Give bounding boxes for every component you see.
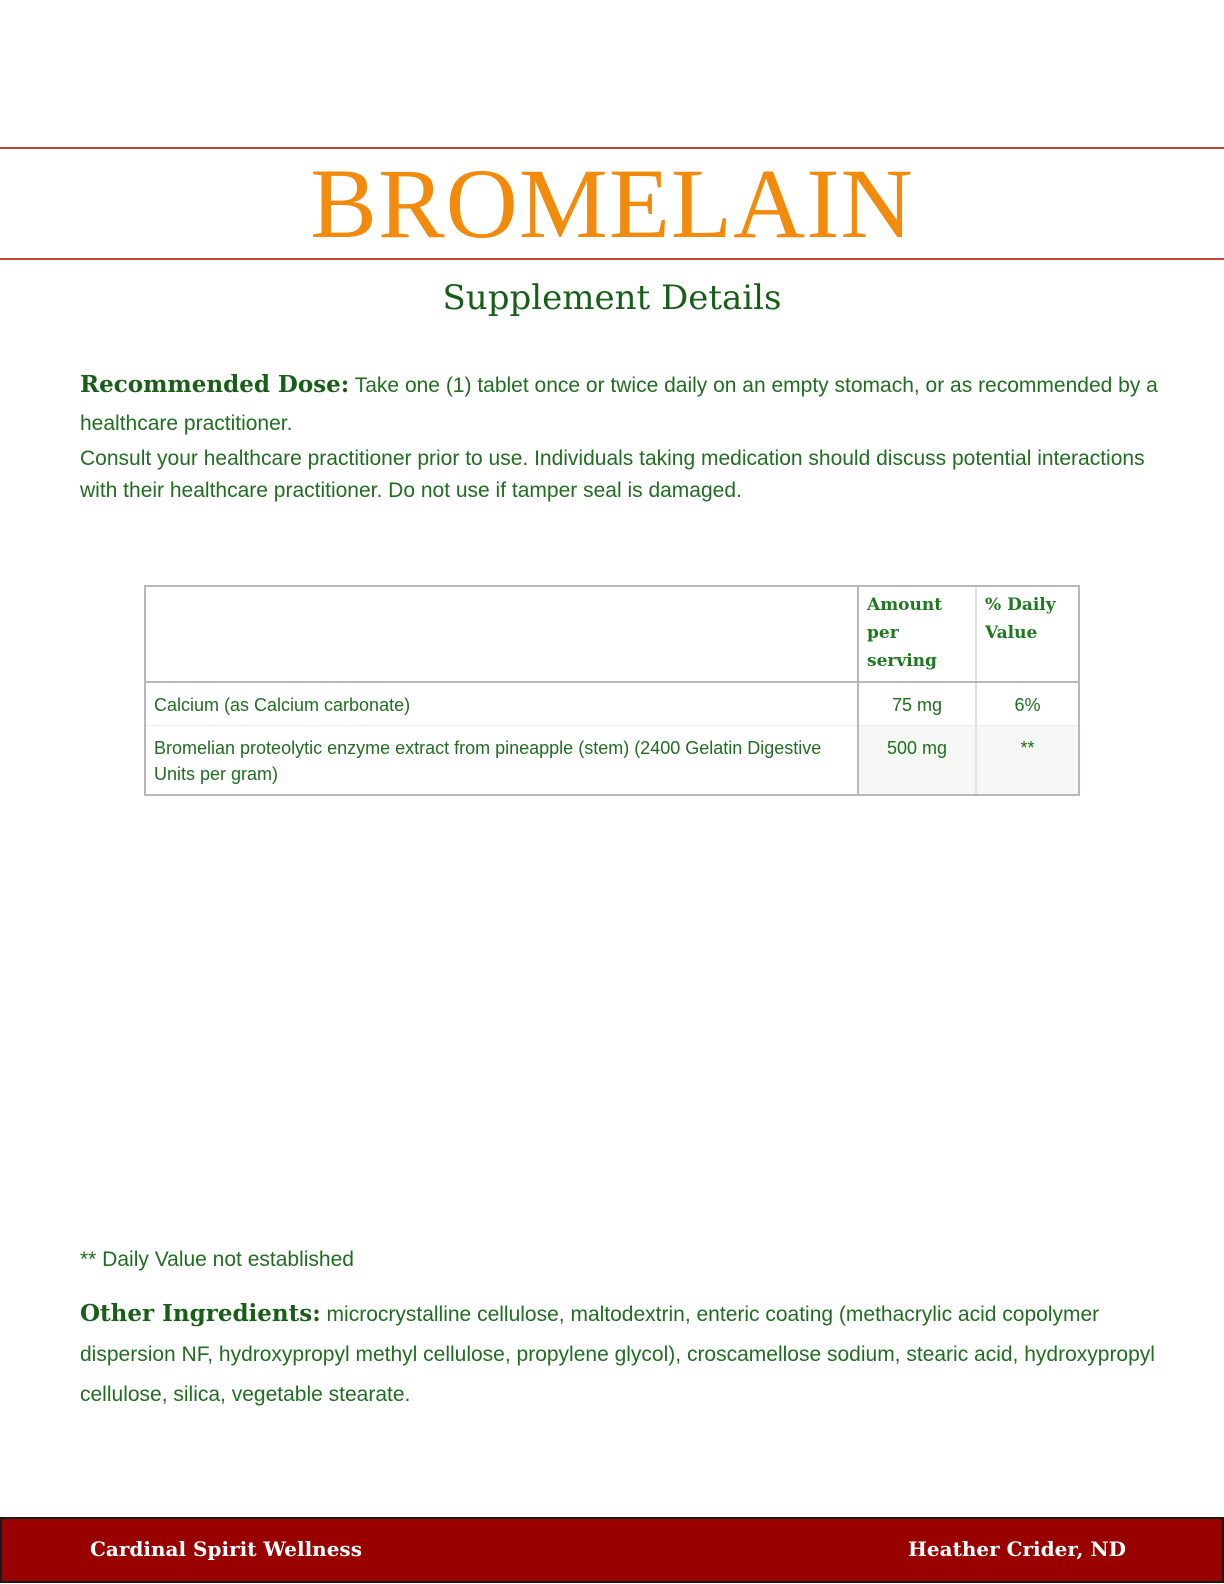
header-amount: Amount per serving (858, 587, 976, 682)
section-title: Supplement Details (442, 278, 782, 318)
table-row (146, 682, 1078, 726)
product-title: BROMELAIN (310, 148, 914, 259)
table-row (146, 726, 1078, 795)
ingredient-name: Bromelian proteolytic enzyme extract from pineapple (stem) (2400 Gelatin Digestive Units per gram) (154, 738, 822, 784)
dose-text: Take one (1) tablet once or twice daily on an empty stomach, or as recommended by a healthcare practitioner. (80, 374, 1158, 435)
footer-practitioner: Heather Crider, ND (908, 1537, 1126, 1561)
header-daily-value: % Daily Value (976, 587, 1078, 682)
footer-bar (0, 1517, 1224, 1583)
other-ingredients-label: Other Ingredients: (80, 1300, 321, 1327)
recommended-dose-section (80, 366, 1160, 507)
dose-label: Recommended Dose: (80, 371, 350, 398)
ingredients-table (146, 587, 1078, 794)
supplement-facts-table (144, 585, 1080, 796)
header-ingredient (146, 587, 858, 682)
dose-warning: Consult your healthcare practitioner prior to use. Individuals taking medication should discuss potential interactions with their healthcare practitioner. Do not use if tamper seal is damaged. (80, 447, 1145, 502)
ingredient-daily-value: ** (976, 726, 1078, 795)
other-ingredients-text: microcrystalline cellulose, maltodextrin, enteric coating (methacrylic acid copolymer dispersion NF, hydroxypropyl methyl cellulose, propylene glycol), croscamellose sodium, stearic acid, hydroxypropyl cellulose, silica, vegetable stearate. (80, 1303, 1155, 1406)
ingredient-amount: 75 mg (858, 682, 976, 726)
other-ingredients-section (80, 1294, 1160, 1415)
ingredient-amount: 500 mg (858, 726, 976, 795)
daily-value-footnote: ** Daily Value not established (80, 1248, 354, 1271)
ingredient-name: Calcium (as Calcium carbonate) (146, 682, 858, 726)
table-header-row (146, 587, 1078, 682)
footer-brand: Cardinal Spirit Wellness (90, 1537, 362, 1561)
title-band (0, 147, 1224, 260)
dose-paragraph (80, 366, 1160, 443)
ingredient-daily-value: 6% (976, 682, 1078, 726)
